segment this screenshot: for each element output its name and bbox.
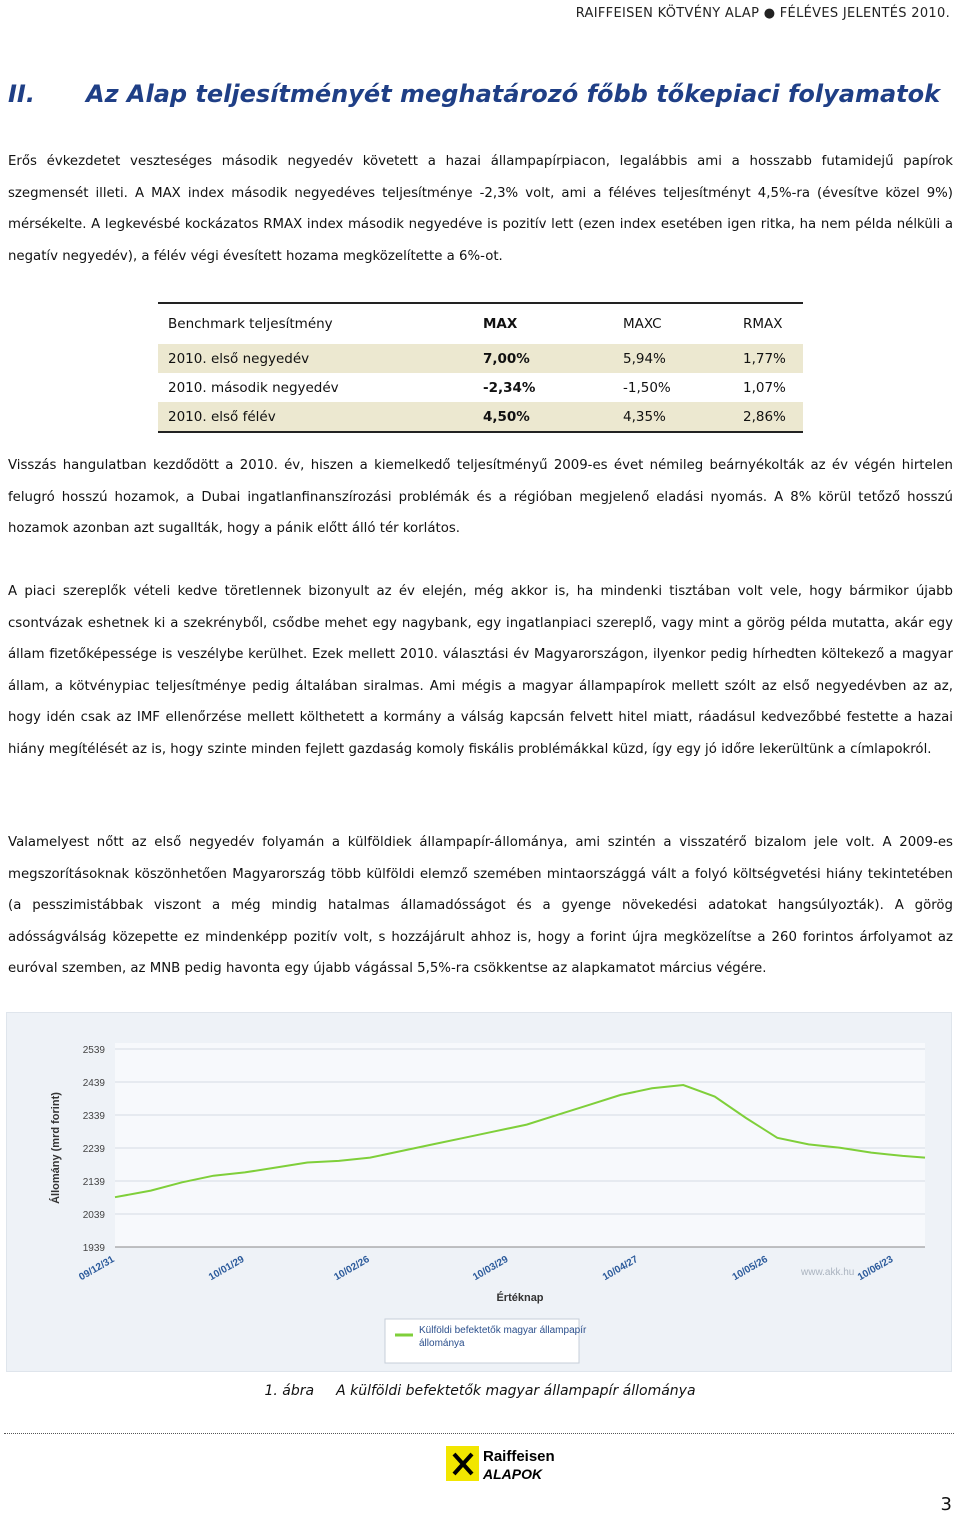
benchmark-header-label: Benchmark teljesítmény [168, 316, 333, 332]
table-row [158, 402, 803, 432]
figure-caption [0, 1383, 960, 1399]
footer-divider [4, 1433, 954, 1434]
y-tick-label: 1939 [82, 1243, 105, 1254]
maxc-value: 4,35% [623, 402, 743, 432]
chart-panel [6, 1012, 952, 1372]
y-tick-label: 2239 [82, 1144, 105, 1155]
rmax-value: 1,07% [743, 379, 786, 396]
running-header: RAIFFEISEN KÖTVÉNY ALAP ● FÉLÉVES JELENTÉS 2010. [575, 6, 950, 21]
row-label: 2010. első félév [158, 402, 453, 432]
line-chart [7, 1013, 951, 1371]
benchmark-header-row [158, 303, 803, 344]
x-tick-label: 10/01/29 [207, 1254, 247, 1284]
plot-area [115, 1043, 925, 1247]
maxc-value: -1,50% [623, 379, 671, 396]
x-axis-label: Értéknap [496, 1292, 544, 1304]
y-axis-label: Állomány (mrd forint) [50, 1092, 62, 1204]
raiffeisen-logo [446, 1444, 566, 1484]
benchmark-header-max: MAX [483, 316, 518, 332]
x-tick-label: 10/02/26 [332, 1254, 372, 1284]
x-tick-label: 09/12/31 [77, 1254, 117, 1284]
y-tick-label: 2539 [82, 1045, 105, 1056]
benchmark-header-rmax: RMAX [743, 316, 783, 332]
watermark: www.akk.hu [801, 1267, 855, 1278]
paragraph-1: Erős évkezdetet veszteséges második negyedév követett a hazai állampapírpiacon, legalábbis ami a hosszabb futamidejű papírok szegmensét illeti. A MAX index második negyedéves teljesítménye -2,3% volt, ami a féléves teljesítményt 4,5%-ra (évesítve közel 9%) mérsékelte. A legkevésbé kockázatos RMAX index második negyedéve is pozitív lett (ezen index esetében igen ritka, ha nem példa nélküli a negatív negyedév), a félév végi évesített hozama megközelítette a 6%-ot. [8, 154, 953, 264]
table-row [158, 344, 803, 373]
x-tick-label: 10/04/27 [600, 1254, 641, 1284]
max-value: -2,34% [483, 379, 536, 396]
paragraph-3: A piaci szereplők vételi kedve töretlennek bizonyult az év elején, még akkor is, ha mindenki tisztában volt vele, hogy bármikor újabb csontvázak eshetnek ki a szekrényből, csődbe mehet egy nagybank, egy ingatlanpiaci szereplő, vagy mint a görög példa mutatta, akár egy állam fizetőképessége is veszélybe kerülhet. Ezek mellett 2010. választási év Magyarországon, ilyenkor pedig hírhedten költekező a magyar állam, a kötvénypiac teljesítménye pedig általában siralmas. Ami mégis a magyar állampapírok mellett szólt az első negyedévben az az, hogy idén csak az IMF ellenőrzése mellett költhetett a kormány a válság kapcsán felvett hitel miatt, ráadásul kedvezőbbé festette a hazai hiány megítélését az is, hogy szinte minden fejlett gazdaság komoly fiskális problémákkal küzd, így egy jó időre lekerültünk a címlapokról. [8, 584, 953, 757]
x-tick-label: 10/03/29 [471, 1254, 511, 1284]
page-number: 3 [940, 1494, 952, 1515]
section-number: II. [8, 80, 35, 108]
x-tick-label: 10/06/23 [855, 1254, 896, 1284]
legend-label: Külföldi befektetők magyar állampapír állománya [419, 1325, 587, 1349]
row-label: 2010. második negyedév [168, 379, 339, 396]
max-value: 4,50% [453, 402, 623, 432]
rmax-value: 2,86% [743, 402, 803, 432]
y-tick-label: 2039 [82, 1210, 105, 1221]
figure-label: 1. ábra [264, 1383, 315, 1399]
benchmark-header-maxc: MAXC [623, 316, 662, 332]
y-tick-label: 2339 [82, 1111, 105, 1122]
section-heading [8, 80, 958, 108]
logo-text-line1: Raiffeisen [483, 1448, 555, 1465]
table-row [158, 373, 803, 402]
row-label: 2010. első negyedév [158, 344, 453, 373]
benchmark-table [158, 302, 803, 433]
section-title: Az Alap teljesítményét meghatározó főbb tőkepiaci folyamatok [86, 80, 941, 108]
figure-caption-text: A külföldi befektetők magyar állampapír állománya [336, 1383, 696, 1399]
y-tick-label: 2439 [82, 1078, 105, 1089]
max-value: 7,00% [453, 344, 623, 373]
maxc-value: 5,94% [623, 344, 743, 373]
logo-text-line2: ALAPOK [483, 1466, 543, 1482]
paragraph-4: Valamelyest nőtt az első negyedév folyamán a külföldiek állampapír-állománya, ami szintén a visszatérő bizalom jele volt. A 2009-es megszorításoknak köszönhetően Magyarország több külföldi elemző szemében mintaországgá vált a folyó költségvetési hiány tekintetében (a pesszimistábbak viszont a még mindig hatalmas államadósságot és a gyenge növekedési adatokat hangsúlyozták). A görög adósságválság közepette ez mindenképp pozitív volt, s hozzájárult ahhoz is, hogy a forint újra megközelítse a 260 forintos árfolyamot az euróval szemben, az MNB pedig havonta egy újabb vágással 5,5%-ra csökkentse az alapkamatot március végére. [8, 835, 953, 976]
x-tick-label: 10/05/26 [730, 1254, 770, 1284]
rmax-value: 1,77% [743, 344, 803, 373]
paragraph-2: Visszás hangulatban kezdődött a 2010. év, hiszen a kiemelkedő teljesítményű 2009-es évet némileg beárnyékolták az év végén hirtelen felugró hosszú hozamok, a Dubai ingatlanfinanszírozási problémák és a régióban megjelenő eladási nyomás. A 8% körül tetőző hosszú hozamok azonban azt sugallták, hogy a pánik előtt álló tér korlátos. [8, 458, 953, 536]
y-tick-label: 2139 [82, 1177, 105, 1188]
